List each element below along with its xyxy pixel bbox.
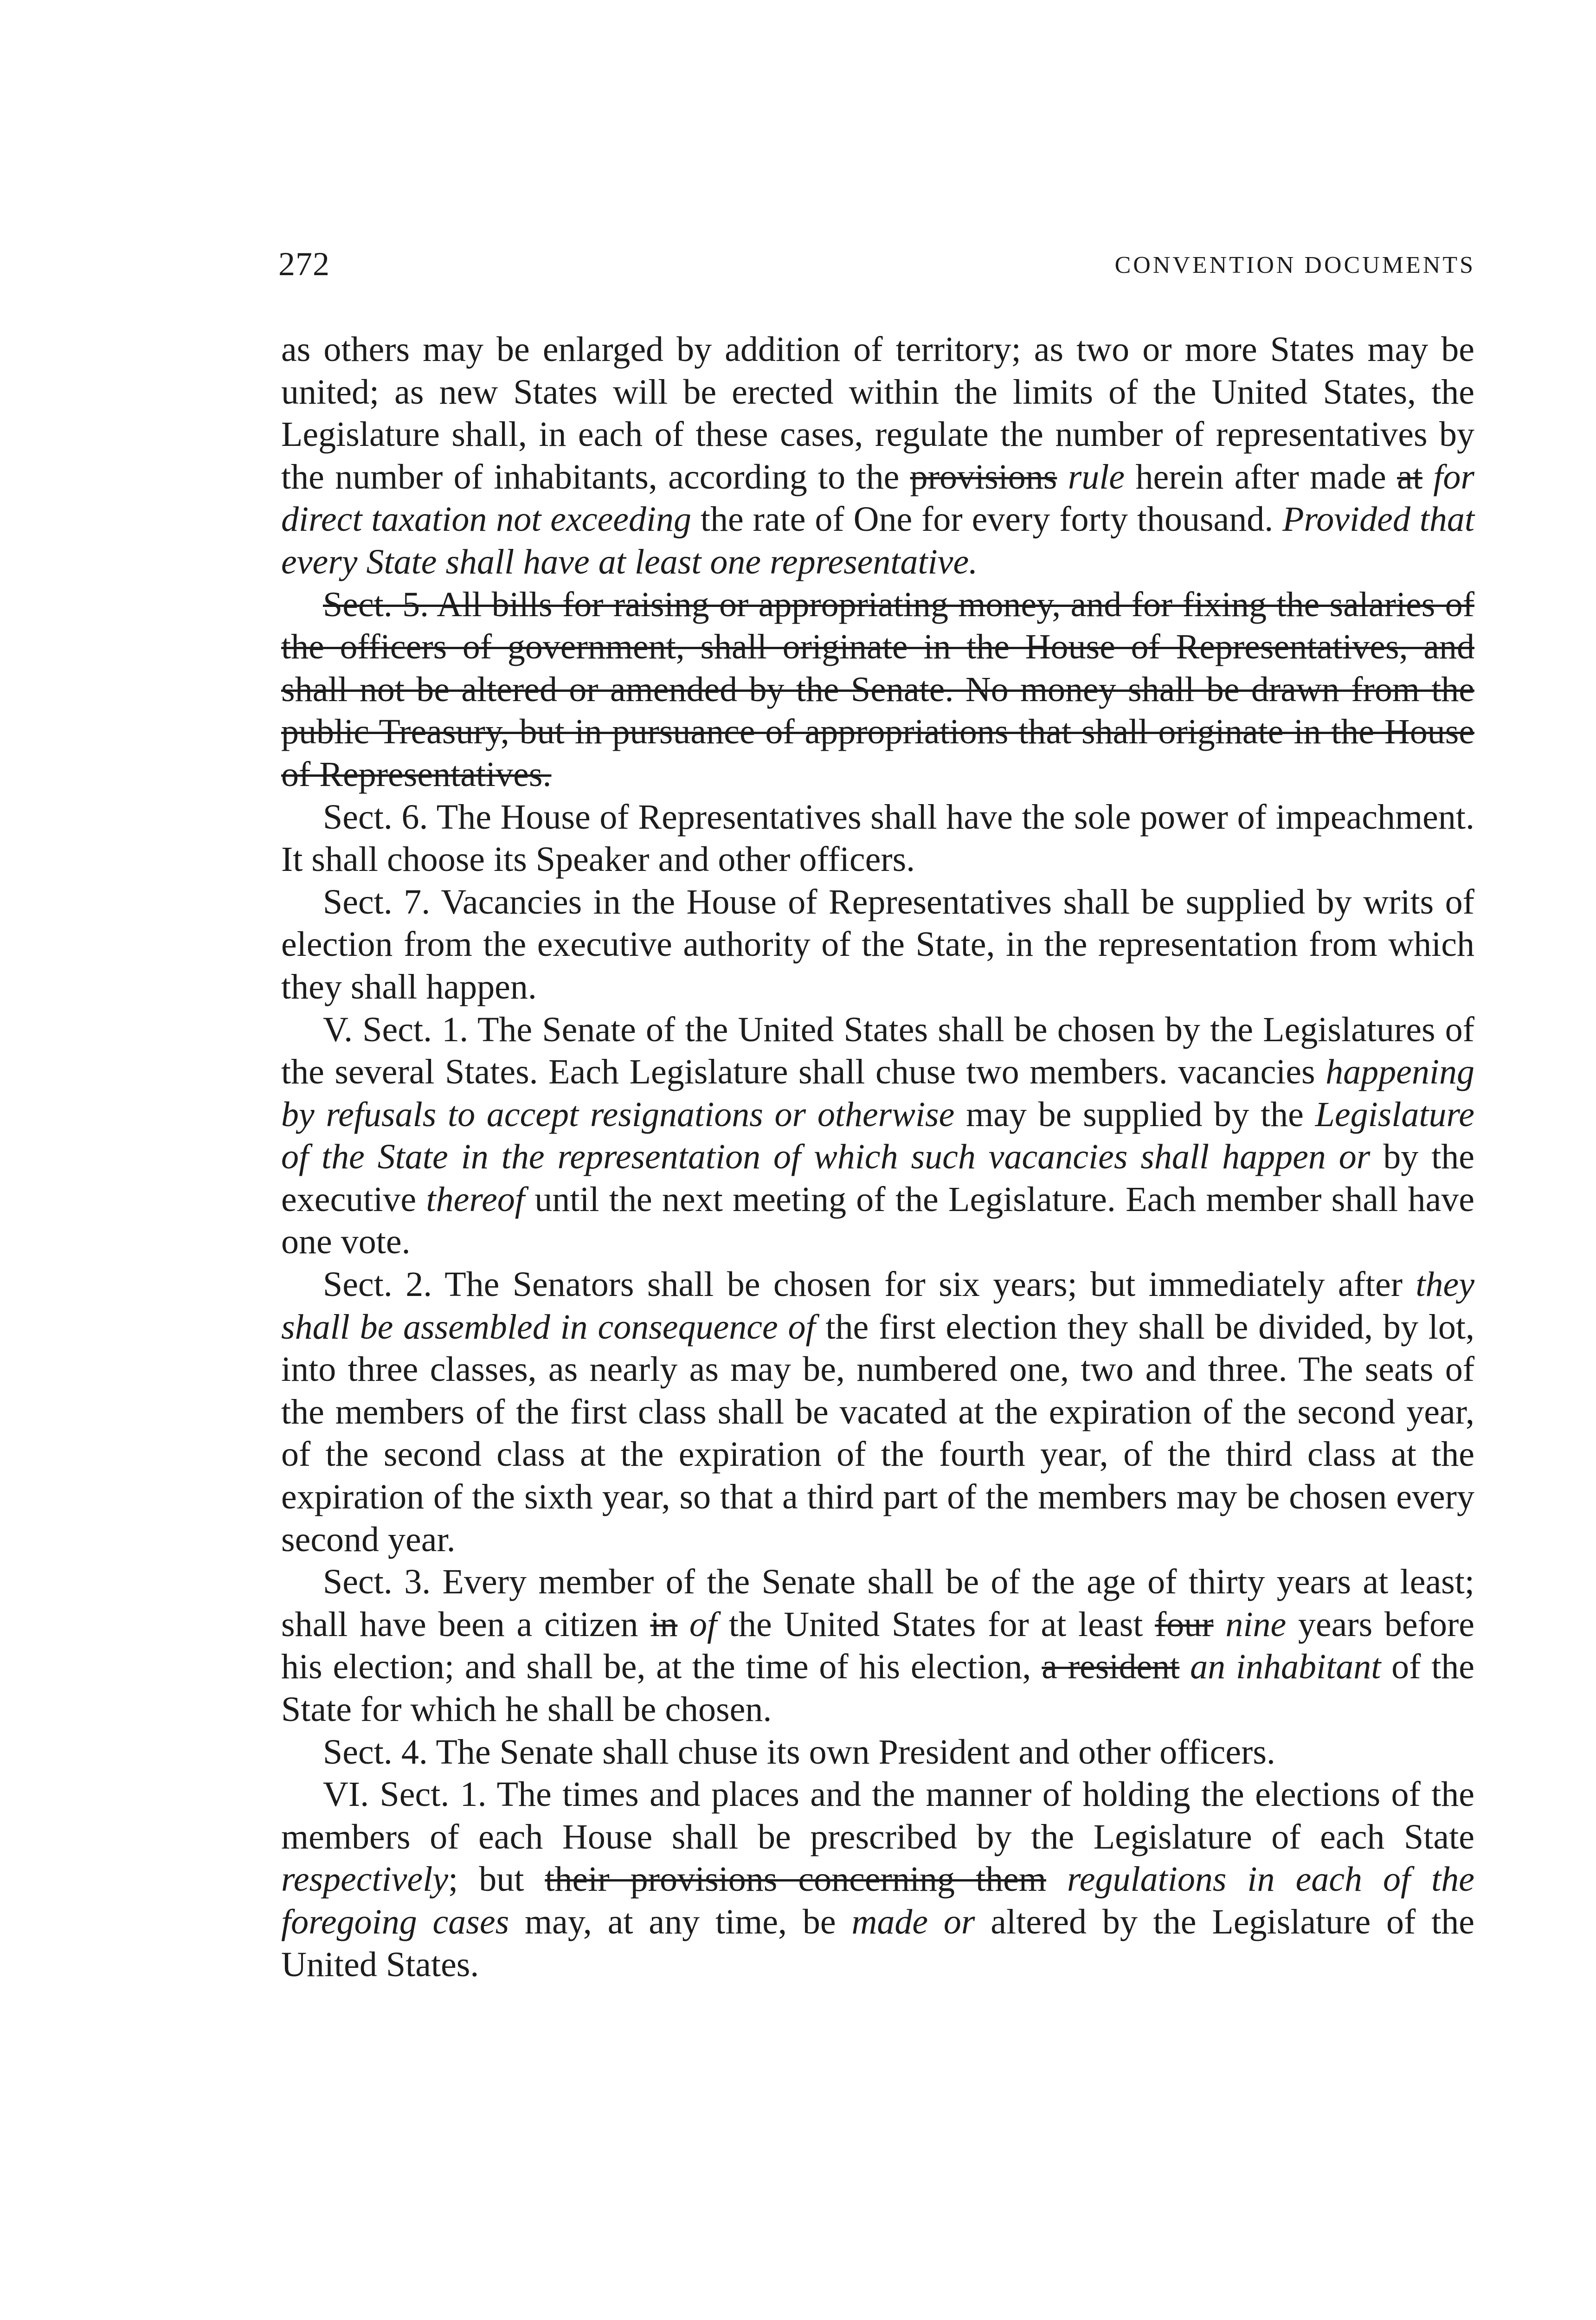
paragraph-p9 [281,1773,1474,1986]
inserted-text: Legislature of the State in the representation of which such vacancies shall happen or [281,1095,1474,1177]
text-run [1214,1605,1226,1644]
inserted-text: they shall be assembled in consequence of [281,1265,1474,1347]
text-run: V. Sect. 1. The Senate of the United States shall be chosen by the Legislatures of the several States. Each Legislature shall chuse two members. vacancies [281,1010,1474,1092]
text-run: may be supplied by the [954,1095,1315,1134]
inserted-text: Provided that every State shall have at least one representative. [281,500,1474,581]
inserted-text: rule [1068,457,1125,496]
text-run: the United States for at least [717,1605,1155,1644]
text-run: of the State for which he shall be chosen. [281,1647,1475,1729]
paragraph-p1 [281,329,1474,584]
deleted-text: in [650,1605,678,1644]
paragraph-p5 [281,1009,1474,1264]
text-run: altered by the Legislature of the United States. [281,1902,1475,1984]
page-number: 272 [278,245,330,283]
paragraph-p2 [281,584,1474,796]
text-run: VI. Sect. 1. The times and places and the manner of holding the elections of the members of each House shall be prescribed by the Legislature of each State [281,1775,1474,1856]
text-run: the first election they shall be divided, by lot, into three classes, as nearly as may be, numbered one, two and three. The seats of the members of the first class shall be vacated at the expiration of the second year, of the second class at the expiration of the fourth year, of the third class at the expiration of the sixth year, so that a third part of the members may be chosen every second year. [281,1307,1474,1559]
deleted-text: their provisions concerning them [545,1860,1046,1899]
text-run [1179,1647,1190,1686]
inserted-text: thereof [426,1179,525,1219]
text-run [1057,458,1068,496]
text-run: by the executive [281,1137,1474,1219]
paragraph-p6 [281,1263,1474,1561]
text-run: Sect. 6. The House of Representatives shall have the sole power of impeachment. It shall choose its Speaker and other officers. [281,797,1474,879]
text-run: may, at any time, be [509,1902,852,1941]
text-run: ; but [448,1860,545,1899]
text-run: as others may be enlarged by addition of territory; as two or more States may be united; as new States will be erected within the limits of the United States, the Legislature shall, in each of these cases, regulate the number of representatives by the number of inhabitants, according to the [281,330,1474,496]
text-run: Sect. 5. All bills for raising or appropriating money, and for fixing the salaries of the officers of government, shall originate in the House of Representatives, and shall not be altered or amended by the Senate. No money shall be drawn from the public Treasury, but in pursuance of appropriations that shall originate in the House of Representatives. [281,585,1474,794]
section-header: CONVENTION DOCUMENTS [1114,252,1475,278]
deleted-text: at [1397,457,1422,496]
text-run: Sect. 3. Every member of the Senate shall be of the age of thirty years at least; shall have been a citizen [281,1562,1474,1644]
text-run [677,1605,689,1644]
paragraph-p7 [281,1561,1474,1731]
running-head [278,245,1475,291]
text-run: Sect. 2. The Senators shall be chosen for six years; but immediately after [323,1265,1416,1304]
text-run: the rate of One for every forty thousand. [691,500,1283,539]
text-run: until the next meeting of the Legislature. Each member shall have one vote. [281,1179,1474,1262]
text-run: Sect. 4. The Senate shall chuse its own President and other officers. [323,1732,1275,1772]
deleted-text: provisions [910,457,1057,496]
text-run [1046,1860,1067,1899]
deleted-text: a resident [1042,1647,1180,1687]
paragraph-p4 [281,881,1474,1009]
inserted-text: respectively [281,1860,449,1899]
inserted-text: of [689,1605,717,1644]
body-text [281,329,1474,1986]
inserted-text: an inhabitant [1190,1647,1381,1687]
deleted-text: four [1155,1605,1214,1644]
text-run: years before his election; and shall be, at the time of his election, [281,1605,1475,1687]
inserted-text: nine [1225,1605,1287,1644]
text-run: herein after made [1125,457,1397,496]
inserted-text: made or [851,1902,975,1941]
inserted-text: for direct taxation not exceeding [281,457,1474,539]
text-run: Sect. 7. Vacancies in the House of Representatives shall be supplied by writs of election from the executive authority of the State, in the representation from which they shall happen. [281,882,1474,1006]
paragraph-p3 [281,796,1474,881]
text-run [1422,458,1433,496]
inserted-text: regulations in each of the foregoing cases [281,1860,1475,1941]
inserted-text: happening by refusals to accept resignations or otherwise [281,1052,1474,1134]
paragraph-p8 [281,1731,1474,1774]
